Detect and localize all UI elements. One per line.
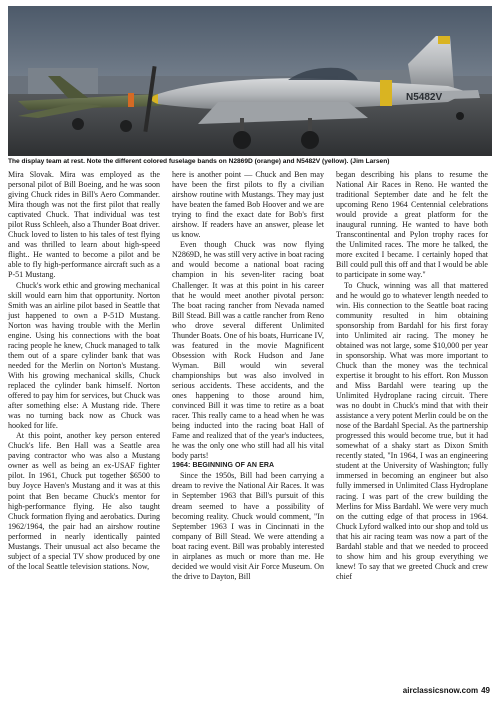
article-column-2 [172, 170, 324, 582]
photo-caption: The display team at rest. Note the different colored fuselage bands on N2869D (orange) and N5482V (yellow). (Jim Larsen) [8, 158, 390, 165]
page-number: 49 [481, 686, 490, 695]
tail-number-text: N5482V [406, 92, 443, 103]
article-column-3 [336, 170, 488, 582]
article-paragraph: Mira Slovak. Mira was employed as the personal pilot of Bill Boeing, and he was soon giving Chuck rides in Bill's Aero Commander. Mira though was not the first pilot that really captivated Chuck. That individual was test pilot Russ Schleeh, also a Thunder Boat driver. Chuck loved to listen to his tales of test flying and was thrilled to learn about high-speed flight.. He wanted to become a pilot and be able to fly high-performance aircraft such as a P-51 Mustang. [8, 170, 160, 280]
article-paragraph: began describing his plans to resume the National Air Races in Reno. He wanted the traditional September date and he felt the upcoming Reno 1964 Centennial celebrations would provide a great platform for the inaugural running. He wanted to have both Transcontinental and Pylon trophy races for the Unlimited races. The more he talked, the more excited I became. I certainly hoped that Bill could pull this off and that I would be able to participate in some way." [336, 170, 488, 280]
article-paragraph: Since the 1950s, Bill had been carrying a dream to revive the National Air Races. It was in September 1963 that Bill's pursuit of this dream seemed to have a possibility of becoming reality. Chuck would comment, "In September 1963 I was in Cincinnati in the company of Bill Stead. We were attending a boat racing event. Bill was probably interested in airplanes as much or more than me. He decided we would visit Air Force Museum. On the drive to Dayton, Bill [172, 471, 324, 581]
page-footer [403, 686, 490, 695]
aircraft-photo [8, 6, 492, 156]
footer-site[interactable]: airclassicsnow.com [402, 686, 479, 695]
article-paragraph: At this point, another key person entered Chuck's life. Ben Hall was a Seattle area paving contractor who was also a Mustang owner as well as being an ex-USAF fighter pilot. In 1961, Chuck put together $6500 to buy Joyce Haven's Mustang and it was at this point that Ben became Chuck's mentor for high-performance flying. He also taught Chuck formation flying and aerobatics. During 1962/1964, the pair had an airshow routine performed in nearly identically painted Mustangs. Their unusual act also became the subject of a special TV show produced by one of the local Seattle television stations. Now, [8, 431, 160, 571]
article-paragraph: Chuck's work ethic and growing mechanical skill would earn him that opportunity. Norton Smith was an airline pilot based in Seattle that just happened to own a P-51D Mustang. Norton was having trouble with the Merlin engine. Using his connections with the boat racing people he knew, Chuck managed to talk them out of a spare cylinder bank that was needed for the Merlin on Norton's Mustang. With his growing mechanical skills, Chuck replaced the cylinder bank himself. Norton offered to pay him for services, but Chuck was after something else: A Mustang ride. There was no turning back now as Chuck was hooked for life. [8, 280, 160, 431]
article-paragraph: Even though Chuck was now flying N2869D, he was still very active in boat racing and would become a national boat racing champion in his seven-liter racing boat Challenger. It was at this point in his career that he would meet another pivotal person: The boat racing rancher from Nevada named Bill Stead. Bill was a cattle rancher from Reno who drove several different Unlimited Thunder Boats. One of his boats, Hurricane IV, was featured in the movie Magnificent Obsession with Rock Hudson and Jane Wyman. Bill would win several championships but was also involved in serious accidents. These accidents, and the ones happening to those around him, convinced Bill it was time to retire as a boat racer. This really came to a head when he was being inducted into the racing boat Hall of Fame and realized that of the year's inductees, he was the only one who still had all his vital body parts! [172, 240, 324, 461]
article-paragraph: here is another point — Chuck and Ben may have been the first pilots to fly a civilian airshow routine with Mustangs. They may just have beaten the famed Bob Hoover and we are trying to find the exact date for Bob's first airshow. If readers have an answer, please let us know. [172, 170, 324, 240]
section-heading: 1964: BEGINNING OF AN ERA [172, 462, 275, 470]
article-paragraph: To Chuck, winning was all that mattered and he would go to whatever length needed to win. His connection to the Seattle boat racing community resulted in him obtaining sponsorship from Bardahl for his first foray into Unlimited air racing. The money he obtained was not large, some $10,000 per year in sponsorship. What was more important to Chuck than the money was the technical expertise it brought to his effort. Ron Musson and Miss Bardahl were tearing up the Unlimited Hydroplane racing circuit. There was no doubt in Chuck's mind that with their assistance a very potent Merlin could be on the nose of the Bardahl Special. As the partnership progressed this would become true, but it had somewhat of a shaky start as Dixon Smith recently stated, "In 1964, I was an engineering student at the University of Washington; fully immersed in becoming an engineer but also fully immersed in Unlimited Class Hydroplane racing. I was part of the crew building the Merlins for Miss Bardahl. We were very much on the cutting edge of that process in 1964. Chuck Lyford walked into our shop and told us that his air racing team was now a part of the Bardahl stable and that we needed to proceed to show him and his group everything we knew! To say that we greeted Chuck and crew chief [336, 280, 488, 581]
mustang-photo-illustration [8, 6, 492, 156]
article-column-1 [8, 170, 160, 572]
